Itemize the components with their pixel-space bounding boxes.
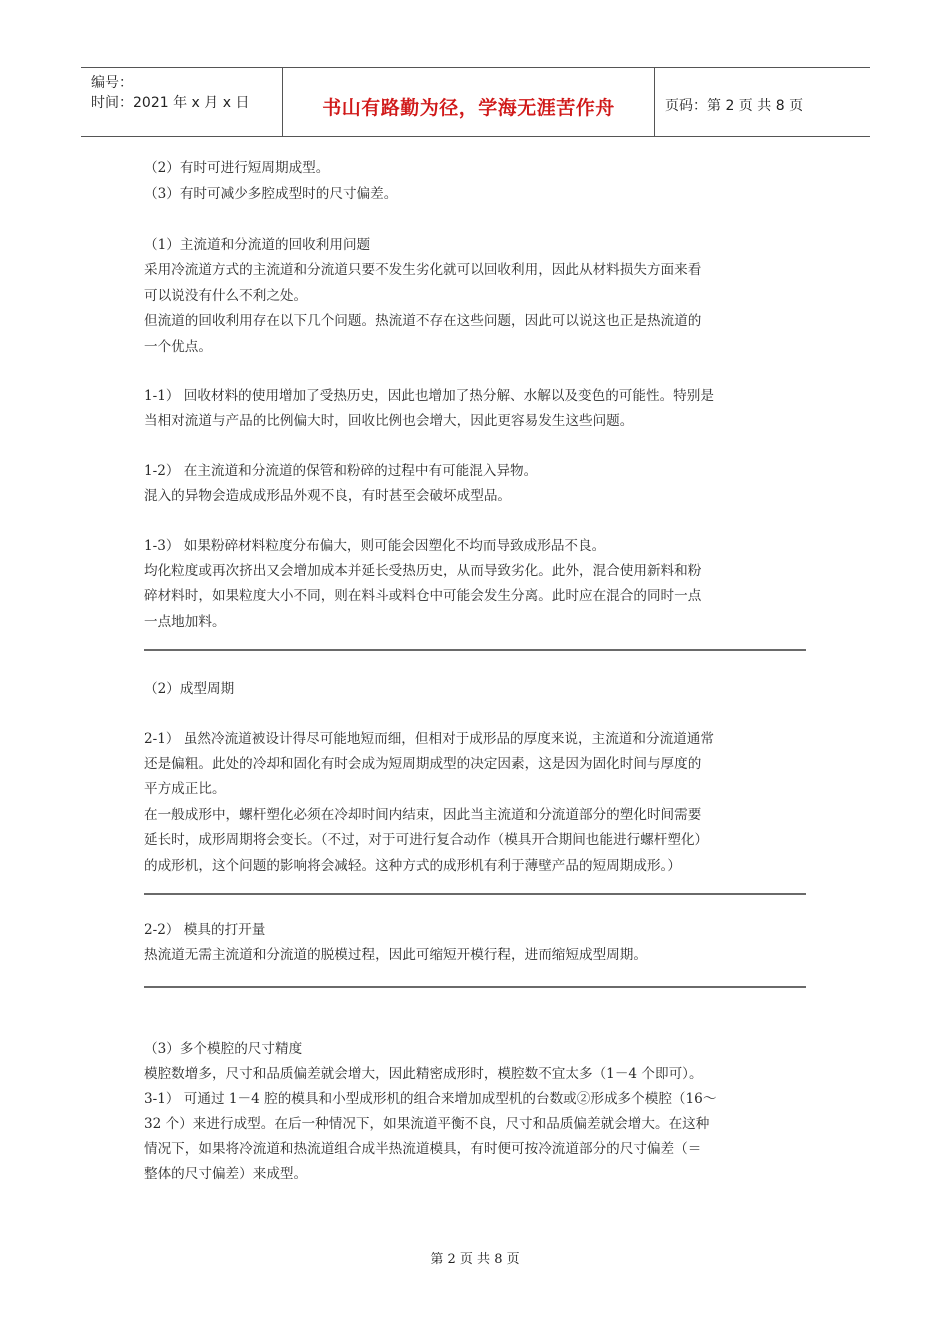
page-footer: 第 2 页 共 8 页 (430, 1252, 520, 1267)
text-line: 均化粒度或再次挤出又会增加成本并延长受热历史，从而导致劣化。此外，混合使用新料和粉 (144, 563, 702, 579)
number-label: 编号： (91, 75, 133, 91)
text-line: 当相对流道与产品的比例偏大时，回收比例也会增大，因此更容易发生这些问题。 (144, 413, 634, 429)
motto: 书山有路勤为径，学海无涯苦作舟 (322, 97, 615, 119)
text-line: 混入的异物会造成成形品外观不良，有时甚至会破坏成型品。 (144, 488, 512, 504)
header-left-cell (81, 68, 283, 136)
section-heading: （1）主流道和分流道的回收利用问题 (144, 237, 371, 253)
text-line: 平方成正比。 (144, 781, 226, 797)
text-line: 一点地加料。 (144, 614, 226, 630)
text-line: 1-2） 在主流道和分流道的保管和粉碎的过程中有可能混入异物。 (144, 463, 538, 479)
divider (144, 986, 806, 988)
text-line: 情况下，如果将冷流道和热流道组合成半热流道模具，有时便可按冷流道部分的尺寸偏差（＝ (144, 1141, 702, 1157)
text-line: 还是偏粗。此处的冷却和固化有时会成为短周期成型的决定因素，这是因为固化时间与厚度的 (144, 756, 702, 772)
divider (144, 649, 806, 651)
text-line: 的成形机，这个问题的影响将会减轻。这种方式的成形机有利于薄壁产品的短周期成形。） (144, 858, 681, 874)
text-line: 在一般成形中，螺杆塑化必须在冷却时间内结束，因此当主流道和分流道部分的塑化时间需要 (144, 807, 702, 823)
text-line: 3-1） 可通过 1－4 腔的模具和小型成形机的组合来增加成型机的台数或②形成多个模腔（16～ (144, 1091, 717, 1107)
text-line: 碎材料时，如果粒度大小不同，则在料斗或料仓中可能会发生分离。此时应在混合的同时一点 (144, 588, 702, 604)
text-line: 32 个）来进行成型。在后一种情况下，如果流道平衡不良，尺寸和品质偏差就会增大。在这种 (144, 1116, 710, 1132)
text-line: （3）有时可减少多腔成型时的尺寸偏差。 (144, 186, 398, 202)
text-line: 2-1） 虽然冷流道被设计得尽可能地短而细，但相对于成形品的厚度来说，主流道和分流道通常 (144, 731, 714, 747)
text-line: 模腔数增多，尺寸和品质偏差就会增大，因此精密成形时，模腔数不宜太多（1－4 个即可）。 (144, 1066, 703, 1082)
header-right-cell (655, 68, 870, 136)
section-heading: （2）成型周期 (144, 681, 235, 697)
header-center-cell (283, 68, 655, 136)
text-line: 一个优点。 (144, 339, 212, 355)
text-line: （2）有时可进行短周期成型。 (144, 160, 330, 176)
page-info: 页码：第 2 页 共 8 页 (665, 98, 804, 114)
text-line: 采用冷流道方式的主流道和分流道只要不发生劣化就可以回收利用，因此从材料损失方面来看 (144, 262, 702, 278)
text-line: 但流道的回收利用存在以下几个问题。热流道不存在这些问题，因此可以说这也正是热流道的 (144, 313, 702, 329)
header-table (81, 67, 870, 137)
time-label: 时间：2021 年 x 月 x 日 (91, 95, 250, 111)
text-line: 1-1） 回收材料的使用增加了受热历史，因此也增加了热分解、水解以及变色的可能性。特别是 (144, 388, 714, 404)
section-heading: 2-2） 模具的打开量 (144, 922, 266, 938)
text-line: 热流道无需主流道和分流道的脱模过程，因此可缩短开模行程，进而缩短成型周期。 (144, 947, 647, 963)
divider (144, 893, 806, 895)
text-line: 整体的尺寸偏差）来成型。 (144, 1166, 308, 1182)
section-heading: （3）多个模腔的尺寸精度 (144, 1041, 303, 1057)
text-line: 延长时，成形周期将会变长。（不过，对于可进行复合动作（模具开合期间也能进行螺杆塑化） (144, 832, 709, 848)
text-line: 可以说没有什么不利之处。 (144, 288, 308, 304)
text-line: 1-3） 如果粉碎材料粒度分布偏大，则可能会因塑化不均而导致成形品不良。 (144, 538, 606, 554)
